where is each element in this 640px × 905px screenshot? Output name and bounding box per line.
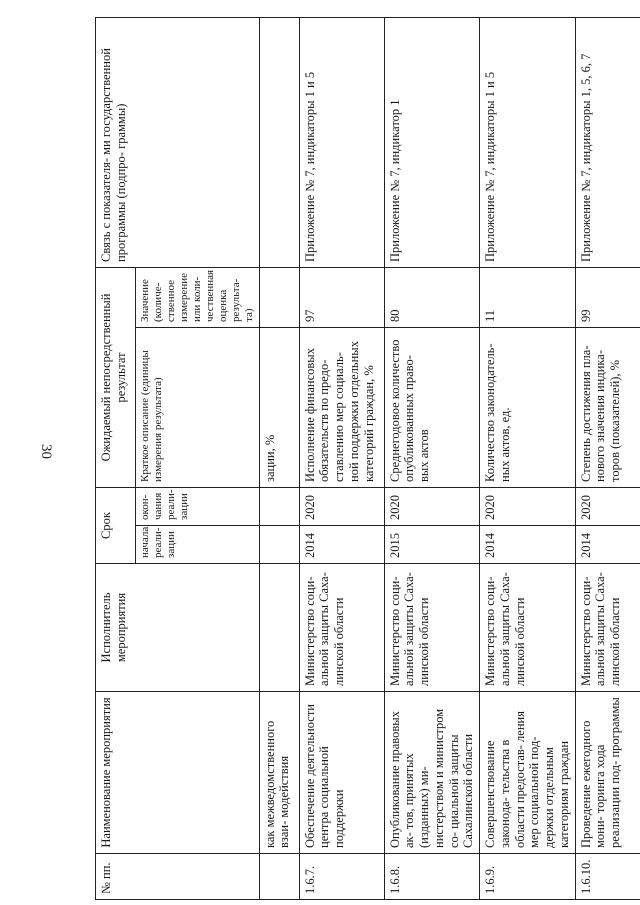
cell-num: 1.6.9. <box>480 854 576 900</box>
cell-value <box>259 267 299 327</box>
cell-end: 2020 <box>299 487 384 525</box>
page-number: 30 <box>38 444 54 459</box>
cell-executor <box>259 564 299 692</box>
cell-num: 1.6.7. <box>299 854 384 900</box>
cell-desc: Количество законодатель- ных актов, ед. <box>480 327 576 487</box>
cell-executor: Министерство соци- альной защиты Саха- линской области <box>575 564 640 692</box>
table-row <box>575 17 640 899</box>
table-row <box>259 17 299 899</box>
header-num: № пп. <box>96 854 260 900</box>
cell-value: 97 <box>299 267 384 327</box>
table-container <box>95 18 630 900</box>
cell-executor: Министерство соци- альной защиты Саха- линской области <box>384 564 480 692</box>
rotated-table-layer <box>95 18 630 900</box>
cell-link: Приложение № 7, индикаторы 1, 5, 6, 7 <box>575 17 640 267</box>
cell-end <box>259 487 299 525</box>
measures-table <box>95 17 640 900</box>
header-result-value: Значение (количе- ственное измерение или коли- чественная оценка результа- та) <box>136 267 260 327</box>
header-term: Срок <box>96 487 136 563</box>
table-row <box>384 17 480 899</box>
cell-link: Приложение № 7, индикатор 1 <box>384 17 480 267</box>
cell-name: как межведомственного взаи- модействия <box>259 692 299 854</box>
cell-desc: Исполнение финансовых обязательств по предо- ставлению мер социаль- ной поддержки отдельных категорий граждан, % <box>299 327 384 487</box>
header-name: Наименование мероприятия <box>96 692 260 854</box>
cell-start: 2014 <box>480 526 576 564</box>
cell-value: 80 <box>384 267 480 327</box>
cell-name: Совершенствование законода- тельства в области предостав- ления мер социальной под- держки отдельным категориям граждан <box>480 692 576 854</box>
cell-end: 2020 <box>480 487 576 525</box>
cell-start: 2014 <box>575 526 640 564</box>
cell-link <box>259 17 299 267</box>
cell-num <box>259 854 299 900</box>
table-row <box>480 17 576 899</box>
cell-desc: Степень достижения пла- нового значения индика- торов (показателей), % <box>575 327 640 487</box>
cell-num: 1.6.10. <box>575 854 640 900</box>
cell-executor: Министерство соци- альной защиты Саха- линской области <box>299 564 384 692</box>
cell-link: Приложение № 7, индикаторы 1 и 5 <box>299 17 384 267</box>
cell-value: 99 <box>575 267 640 327</box>
header-result: Ожидаемый непосредственный результат <box>96 267 136 487</box>
cell-executor: Министерство соци- альной защиты Саха- линской области <box>480 564 576 692</box>
header-term-start: начала реали- зации <box>136 526 260 564</box>
cell-end: 2020 <box>575 487 640 525</box>
header-link: Связь с показателя- ми государственной программы (подпро- граммы) <box>96 17 260 267</box>
header-executor: Исполнитель мероприятия <box>96 564 260 692</box>
header-result-desc: Краткое описание (единицы измерения результата) <box>136 327 260 487</box>
cell-num: 1.6.8. <box>384 854 480 900</box>
cell-value: 11 <box>480 267 576 327</box>
cell-name: Опубликование правовых ак- тов, принятых (изданных) ми- нистерством и министром со- циальной защиты Сахалинской области <box>384 692 480 854</box>
cell-name: Обеспечение деятельности центра социальной поддержки <box>299 692 384 854</box>
cell-desc: Среднегодовое количество опубликованных право- вых актов <box>384 327 480 487</box>
cell-link: Приложение № 7, индикаторы 1 и 5 <box>480 17 576 267</box>
cell-name: Проведение ежегодного мони- торинга хода реализации под- программы <box>575 692 640 854</box>
header-term-end: окон- чания реали- зации <box>136 487 260 525</box>
cell-desc: зации, % <box>259 327 299 487</box>
cell-start <box>259 526 299 564</box>
cell-end: 2020 <box>384 487 480 525</box>
cell-start: 2015 <box>384 526 480 564</box>
table-row <box>299 17 384 899</box>
cell-start: 2014 <box>299 526 384 564</box>
